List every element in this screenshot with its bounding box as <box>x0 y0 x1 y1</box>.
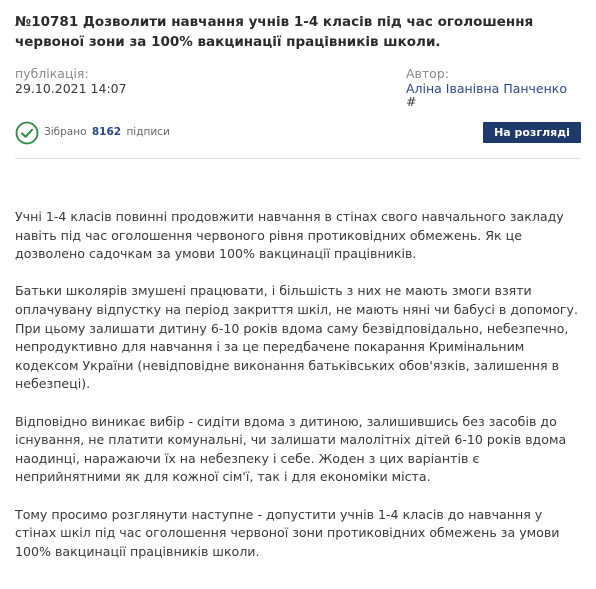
petition-container <box>15 12 581 580</box>
status-row <box>15 120 581 146</box>
petition-meta <box>15 66 581 110</box>
divider <box>15 158 581 159</box>
body-paragraph: Відповідно виникає вибір - сидіти вдома з дитиною, залишившись без засобів до існування, не платити комунальні, чи залишати малолітніх дітей 6-10 років вдома наодинці, наражаючи їх на небезпеку і себе. Жоден з цих варіантів є неприйнятними як для кожної сім'ї, так і для економіки міста. <box>15 413 567 485</box>
petition-title: №10781 Дозволити навчання учнів 1-4 класів під час оголошення червоної зони за 100% вакцинації працівників школи. <box>15 14 534 50</box>
votes-suffix: підписи <box>126 126 170 138</box>
author-info <box>406 66 567 108</box>
votes-counter <box>44 126 170 138</box>
check-circle-icon <box>15 121 39 145</box>
publication-label: публікація: <box>15 66 89 81</box>
status-button[interactable]: На розгляді <box>483 122 581 143</box>
publication-info <box>15 66 127 96</box>
author-hash: # <box>405 94 417 109</box>
petition-body <box>15 208 581 561</box>
votes-prefix: Зібрано <box>44 126 87 138</box>
author-label: Автор: <box>405 66 449 81</box>
body-paragraph: Тому просимо розглянути наступне - допустити учнів 1-4 класів до навчання у стінах шкіл під час оголошення червоної зони протиковідних обмежень за умови 100% вакцинації працівників школи. <box>15 506 560 559</box>
publication-date: 29.10.2021 14:07 <box>15 81 127 96</box>
body-paragraph: Батьки школярів змушені працювати, і більшість з них не мають змоги взяти оплачувану відпустку на період закриття шкіл, не мають няні чи бабусі в допомогу. При цьому залишати дитину 6-10 років вдома саму безвідповідально, небезпечно, непродуктивно для навчання і за це передбачене покарання Кримінальним кодексом України (невідповідне виконання батьківських обов'язків, залишення в небезпеці). <box>15 283 578 392</box>
votes-count: 8162 <box>91 126 122 138</box>
body-paragraph: Учні 1-4 класів повинні продовжити навчання в стінах свого навчального закладу навіть під час оголошення червоного рівня протиковідних обмежень. Як це дозволено садочкам за умови 100% вакцинації працівників. <box>15 209 564 262</box>
author-name-link[interactable]: Аліна Іванівна Панченко <box>405 81 567 96</box>
